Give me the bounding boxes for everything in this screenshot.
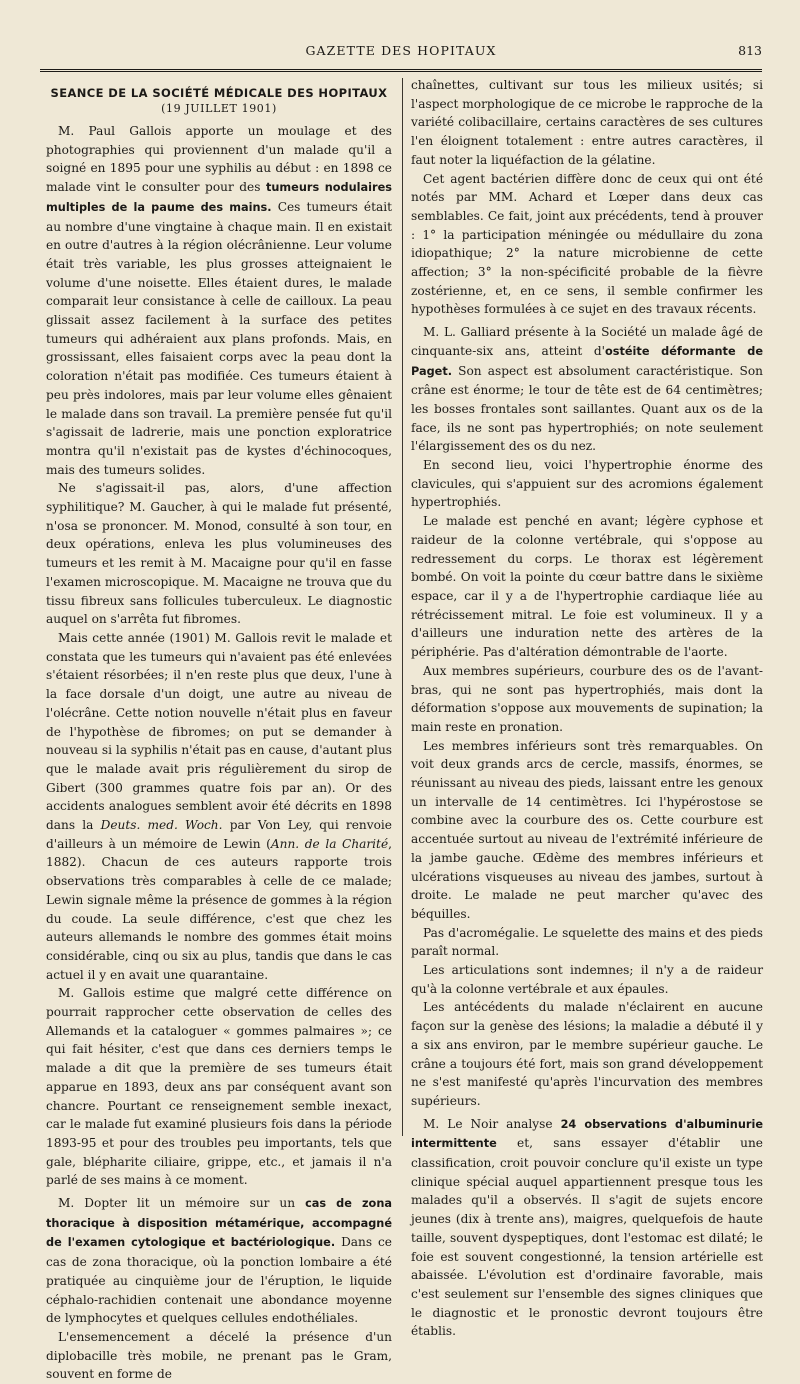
paragraph: Les articulations sont indemnes; il n'y a de raideur qu'à la colonne vertébrale et aux épaules. [411, 963, 763, 996]
bold-term: tumeurs nodulaires multiples de la paume des mains. [46, 181, 392, 214]
bold-term: cas de zona thoracique à disposition métamérique, accompagné de l'examen cytologique et bactériologique. [46, 1197, 392, 1250]
paragraph: Les antécédents du malade n'éclairent en aucune façon sur la genèse des lésions; la maladie a débuté il y a six ans environ, par le membre supérieur gauche. Le crâne a toujours été fort, mais son grand développement ne s'est manifesté qu'après l'incurvation des membres supérieurs. [411, 1000, 763, 1108]
paragraph: L'ensemencement a décelé la présence d'un diplobacille très mobile, ne prenant pas le Gram, souvent en forme de [46, 1330, 392, 1382]
paragraph: Le malade est penché en avant; légère cyphose et raideur de la colonne vertébrale, qui s'oppose au redressement du corps. Le thorax est légèrement bombé. On voit la pointe du cœur battre dans le sixième espace, car il y a de l'hypertrophie cardiaque liée au rétrécissement mitral. Le foie est volumineux. Il y a d'ailleurs une induration nette des artères de la périphérie. Pas d'altération démontrable de l'aorte. [411, 514, 763, 660]
column-divider [402, 78, 403, 1136]
paragraph: Ne s'agissait-il pas, alors, d'une affection syphilitique? M. Gaucher, à qui le malade fut présenté, n'osa se prononcer. M. Monod, consulté à son tour, en deux opérations, enleva les plus volumineuses des tumeurs et les remit à M. Macaigne pour qu'il en fasse l'examen microscopique. M. Macaigne ne trouva que du tissu fibreux sans follicules tuberculeux. Le diagnostic auquel on s'arrêta fut fibromes. [46, 481, 392, 627]
citation: Deuts. med. Woch. [100, 818, 223, 833]
running-title: GAZETTE DES HOPITAUX [305, 43, 497, 58]
page-number: 813 [738, 43, 762, 58]
paragraph: M. Gallois estime que malgré cette différence on pourrait rapprocher cette observation de celles des Allemands et la cataloguer « gommes palmaires »; ce qui fait hésiter, c'est que dans ces derniers temps le malade a dit que la première de ses tumeurs était apparue en 1893, deux ans par conséquent avant son chancre. Pourtant ce renseignement semble inexact, car le malade fut examiné plusieurs fois dans la période 1893-95 et pour des troubles peu importants, tels que gale, blépharite ciliaire, grippe, etc., et jamais il n'a parlé de ses mains à ce moment. [46, 986, 392, 1188]
paragraph: Pas d'acromégalie. Le squelette des mains et des pieds paraît normal. [411, 925, 763, 959]
bold-term: 24 observations d'albuminurie intermittente [411, 1117, 763, 1151]
paragraph: Mais cette année (1901) M. Gallois revit le malade et constata que les tumeurs qui n'avaient pas été enlevées s'étaient résorbées; il n'en reste plus que deux, l'une à la face dorsale d'un doigt, une autre au niveau de l'olécrâne. Cette notion nouvelle n'était plus en faveur de l'hypothèse de fibromes; on put se demander à nouveau si la syphilis n'était pas en cause, d'autant plus que le malade avait pris régulièrement du sirop de Gibert (300 grammes quatre fois par an). Or des accidents analogues semblent avoir été décrits en 1898 dans la Deuts. med. Woch. par Von Ley, qui renvoie d'ailleurs à un mémoire de Lewin (Ann. de la Charité, 1882). Chacun de ces auteurs rapporte trois observations très comparables à celle de ce malade; Lewin signale même la présence de gommes à la région du coude. La seule différence, c'est que chez les auteurs allemands le nombre des gommes était moins considérable, cinq ou six au plus, tandis que dans le cas actuel il y en avait une quarantaine. [46, 630, 392, 982]
paragraph: chaînettes, cultivant sur tous les milieux usités; si l'aspect morphologique de ce microbe le rapproche de la variété colibacillaire, certains caractères de ses cultures l'en éloignent totalement : entre autres caractères, il faut noter la liquéfaction de la gélatine. [411, 78, 763, 167]
page-header [40, 43, 762, 63]
paragraph: En second lieu, voici l'hypertrophie énorme des clavicules, qui s'appuient sur des acromions également hypertrophiés. [411, 458, 763, 510]
left-column [46, 86, 392, 1384]
section-heading: SEANCE DE LA SOCIÉTÉ MÉDICALE DES HOPITAUX [50, 86, 388, 100]
paragraph: Cet agent bactérien diffère donc de ceux qui ont été notés par MM. Achard et Lœper dans deux cas semblables. Ce fait, joint aux précédents, tend à prouver : 1° la participation méningée ou médullaire du zona idiopathique; 2° la nature microbienne de cette affection; 3° la non-spécificité probable de la fièvre zostérienne, et, en ce sens, il semble confirmer les hypothèses formulées à ce sujet en des travaux récents. [411, 171, 763, 317]
right-column [411, 76, 763, 1341]
paragraph: Aux membres supérieurs, courbure des os de l'avant-bras, qui ne sont pas hypertrophiés, mais dont la déformation s'oppose aux mouvements de supination; la main reste en pronation. [411, 663, 763, 734]
paragraph-le-noir: M. Le Noir analyse 24 observations d'albuminurie intermittente et, sans essayer d'établir une classification, croit pouvoir conclure qu'il existe un type clinique spécial auquel appartiennent presque tous les malades qu'il a observés. Il s'agit de sujets encore jeunes (dix à trente ans), maigres, quelquefois de haute taille, souvent dyspeptiques, dont l'estomac est dilaté; le foie est souvent congestionné, la tension artérielle est abaissée. L'évolution est d'ordinaire favorable, mais c'est seulement sur l'ensemble des signes cliniques que le diagnostic et le pronostic devront toujours être établis. [411, 1116, 763, 1339]
header-rule [40, 69, 762, 72]
paragraph-gallois: M. Paul Gallois apporte un moulage et des photographies qui proviennent d'un malade qu'il a soigné en 1895 pour une syphilis au début : en 1898 ce malade vint le consulter pour des tumeurs nodulaires multiples de la paume des mains. Ces tumeurs était au nombre d'une vingtaine à chaque main. Il en existait en outre d'autres à la région olécrânienne. Leur volume était très variable, les plus grosses atteignaient le volume d'une noisette. Elles étaient dures, le malade comparait leur consistance à celle de cailloux. La peau glissait assez facilement à la surface des petites tumeurs qui adhéraient aux plans profonds. Mais, en grossissant, elles faisaient corps avec la peau dont la coloration n'était pas modifiée. Ces tumeurs étaient à peu près indolores, mais par leur volume elles gênaient le malade dans son travail. La première pensée fut qu'il s'agissait de ladrerie, mais une ponction exploratrice montra qu'il n'existait pas de kystes d'échinocoques, mais des tumeurs solides. [46, 124, 392, 477]
session-date: (19 JUILLET 1901) [161, 102, 277, 115]
paragraph-galliard: M. L. Galliard présente à la Société un malade âgé de cinquante-six ans, atteint d'ostéite déformante de Paget. Son aspect est absolument caractéristique. Son crâne est énorme; le tour de tête est de 64 centimètres; les bosses frontales sont saillantes. Quant aux os de la face, ils ne sont pas hypertrophiés; on note seulement l'élargissement des os du nez. [411, 325, 764, 454]
citation: Ann. de la Charité [270, 836, 389, 851]
paragraph-dopter: M. Dopter lit un mémoire sur un cas de zona thoracique à disposition métamérique, accompagné de l'examen cytologique et bactériologique. Dans ce cas de zona thoracique, où la ponction lombaire a été pratiquée au cinquième jour de l'éruption, le liquide céphalo-rachidien contenait une abondance moyenne de lymphocytes et quelques cellules endothéliales. [46, 1196, 392, 1326]
bold-term: ostéite déformante de Paget. [411, 344, 764, 378]
paragraph: Les membres inférieurs sont très remarquables. On voit deux grands arcs de cercle, massifs, énormes, se réunissant au niveau des pieds, laissant entre les genoux un intervalle de 14 centimètres. Ici l'hypérostose se combine avec la courbure des os. Cette courbure est accentuée surtout au niveau de l'extrémité inférieure de la jambe gauche. Œdème des membres inférieurs et ulcérations visqueuses au niveau des jambes, surtout à droite. Le malade ne peut marcher qu'avec des béquilles. [411, 738, 763, 921]
